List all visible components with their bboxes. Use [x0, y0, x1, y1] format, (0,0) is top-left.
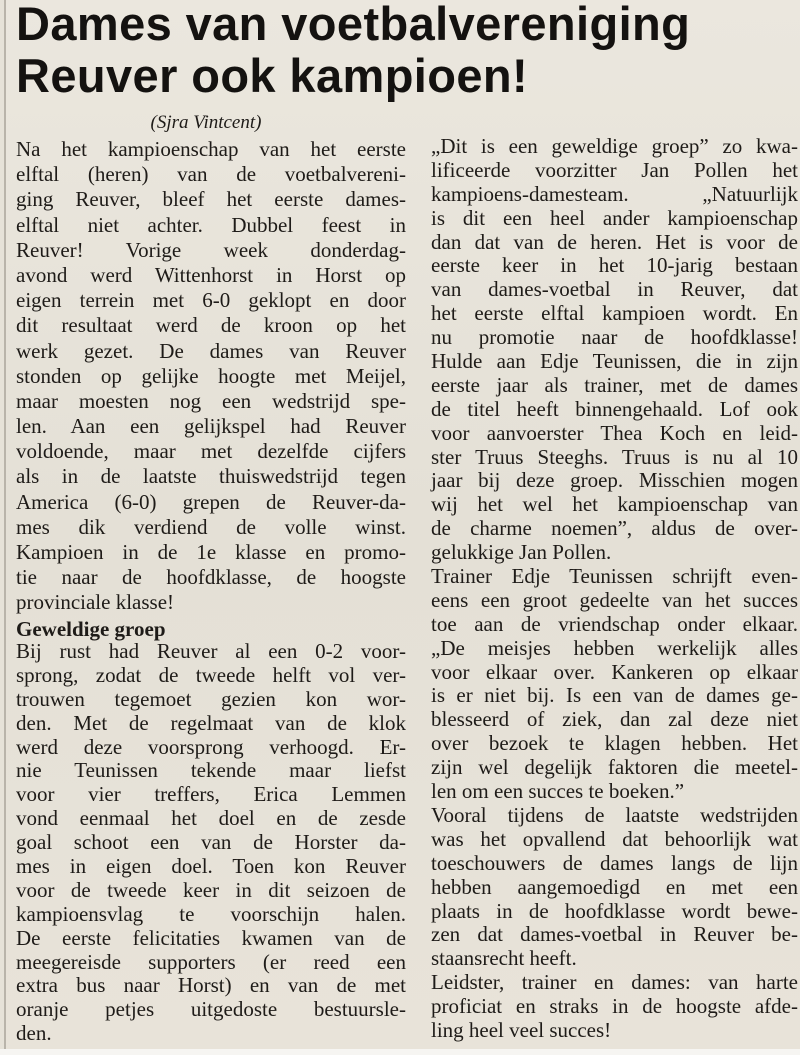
text-line: voor aanvoerster Thea Koch en leid- — [431, 420, 798, 445]
text-line: Leidster, trainer en dames: van harte — [431, 970, 798, 995]
text-line: plaats in de hoofdklasse wordt bewe- — [431, 898, 798, 923]
text-line: is er niet bij. Is een van de dames ge- — [431, 683, 798, 708]
text-line: kampioens-damesteam. „Natuurlijk — [431, 181, 798, 206]
text-line: elftal (heren) van de voetbalvereni- — [16, 162, 406, 187]
text-line: kampioensvlag te voorschijn halen. — [16, 901, 406, 926]
text-line: oranje petjes uitgedoste bestuursle- — [16, 997, 406, 1022]
text-line: Na het kampioenschap van het eerste — [16, 137, 406, 161]
text-line: eerste keer in het 10-jarig bestaan — [431, 253, 798, 278]
text-line: „De meisjes hebben werkelijk alles — [431, 635, 798, 660]
text-line: trouwen tegemoet gezien kon wor- — [16, 686, 406, 711]
newspaper-clipping — [4, 0, 800, 1049]
subheading: Geweldige groep — [16, 617, 166, 641]
text-line: avond werd Wittenhorst in Horst op — [16, 262, 406, 287]
text-line: zen dat dames-voetbal in Reuver be- — [431, 922, 798, 947]
text-line: Hulde aan Edje Teunissen, die in zijn — [431, 349, 798, 374]
text-line: blesseerd of ziek, dan zal deze niet — [431, 707, 798, 732]
text-line: extra bus naar Horst) en van de met — [16, 973, 406, 998]
text-line: is dit een heel ander kampioenschap — [431, 205, 798, 230]
text-line: tie naar de hoofdklasse, de hoogste — [16, 565, 406, 590]
byline: (Sjra Vintcent) — [150, 112, 262, 133]
text-line: de charme noemen”, aldus de over- — [431, 516, 798, 541]
text-line: de titel heeft binnengehaald. Lof ook — [431, 396, 798, 421]
headline — [16, 0, 800, 102]
text-line: mes dik verdiend de volle winst. — [16, 514, 406, 539]
text-line: dit resultaat werd de kroon op het — [16, 313, 406, 338]
text-line: ling heel veel succes! — [431, 1017, 612, 1042]
text-line: nu promotie naar de hoofdklasse! — [431, 325, 798, 350]
text-line: toe aan de vriendschap onder elkaar. — [431, 611, 798, 636]
text-line: lificeerde voorzitter Jan Pollen het — [431, 157, 798, 182]
text-line: over bezoek te klagen hebben. Het — [431, 731, 798, 756]
right-column — [431, 135, 798, 1043]
left-column-section — [16, 618, 406, 1046]
text-line: toeschouwers de dames langs de lijn — [431, 850, 798, 875]
text-line: van dames-voetbal in Reuver, dat — [431, 277, 798, 302]
text-line: De eerste felicitaties kwamen van de — [16, 925, 406, 950]
text-line: ster Truus Steeghs. Truus is nu al 10 — [431, 444, 798, 469]
text-line: sprong, zodat de tweede helft vol ver- — [16, 662, 406, 687]
text-line: zijn wel degelijk faktoren die meetel- — [431, 755, 798, 780]
text-line: Vooral tijdens de laatste wedstrijden — [431, 802, 798, 827]
text-line: als in de laatste thuiswedstrijd tegen — [16, 464, 406, 489]
headline-line-1: Dames van voetbalvereniging — [16, 0, 691, 50]
text-line: was het opvallend dat behoorlijk wat — [431, 826, 798, 851]
text-line: eerste jaar als trainer, met de dames — [431, 372, 798, 397]
text-line: het eerste elftal kampioen wordt. En — [431, 301, 798, 326]
text-line: eens een groot gedeelte van het succes — [431, 587, 798, 612]
text-line: den. — [16, 1021, 52, 1046]
text-line: voldoende, maar met dezelfde cijfers — [16, 439, 406, 464]
scan-edge — [0, 1049, 800, 1055]
text-line: staansrecht heeft. — [431, 946, 577, 971]
section-body — [16, 640, 406, 1046]
text-line: America (6-0) grepen de Reuver-da- — [16, 489, 406, 514]
text-line: gelukkige Jan Pollen. — [431, 540, 612, 565]
text-line: werd deze voorsprong verhoogd. Er- — [16, 734, 406, 759]
text-line: Reuver! Vorige week donderdag- — [16, 237, 406, 262]
text-line: voor elkaar over. Kankeren op elkaar — [431, 659, 798, 684]
text-line: voor de tweede keer in dit seizoen de — [16, 877, 406, 902]
text-line: voor vier treffers, Erica Lemmen — [16, 782, 406, 807]
text-line: hebben aangemoedigd en met een — [431, 874, 798, 899]
text-line: Kampioen in de 1e klasse en promo- — [16, 540, 406, 564]
text-line: ging Reuver, bleef het eerste dames- — [16, 187, 406, 212]
text-line: len. Aan een gelijkspel had Reuver — [16, 414, 406, 439]
text-line: dan dat van de heren. Het is voor de — [431, 229, 798, 254]
text-line: meegereisde supporters (er reed een — [16, 949, 406, 974]
text-line: len om een succes te boeken.” — [431, 779, 685, 804]
text-line: jaar bij deze groep. Misschien mogen — [431, 468, 798, 493]
text-line: eigen terrein met 6-0 geklopt en door — [16, 288, 406, 313]
headline-line-2: Reuver ook kampioen! — [16, 49, 529, 102]
text-line: stonden op gelijke hoogte met Meijel, — [16, 363, 406, 388]
text-line: Trainer Edje Teunissen schrijft even- — [431, 564, 798, 589]
left-column-intro — [16, 137, 406, 616]
text-line: proficiat en straks in de hoogste afde- — [431, 994, 798, 1019]
text-line: maar moesten nog een wedstrijd spe- — [16, 388, 406, 413]
text-line: werk gezet. De dames van Reuver — [16, 338, 406, 363]
text-line: vond eenmaal het doel en de zesde — [16, 806, 406, 831]
text-line: „Dit is een geweldige groep” zo kwa- — [431, 134, 798, 158]
text-line: elftal niet achter. Dubbel feest in — [16, 212, 406, 237]
text-line: nie Teunissen tekende maar liefst — [16, 758, 406, 783]
text-line: goal schoot een van de Horster da- — [16, 830, 406, 855]
text-line: provinciale klasse! — [16, 590, 175, 615]
text-line: wij het wel het kampioenschap van — [431, 492, 798, 517]
text-line: Bij rust had Reuver al een 0-2 voor- — [16, 639, 406, 663]
text-line: den. Met de regelmaat van de klok — [16, 710, 406, 735]
text-line: mes in eigen doel. Toen kon Reuver — [16, 854, 406, 879]
